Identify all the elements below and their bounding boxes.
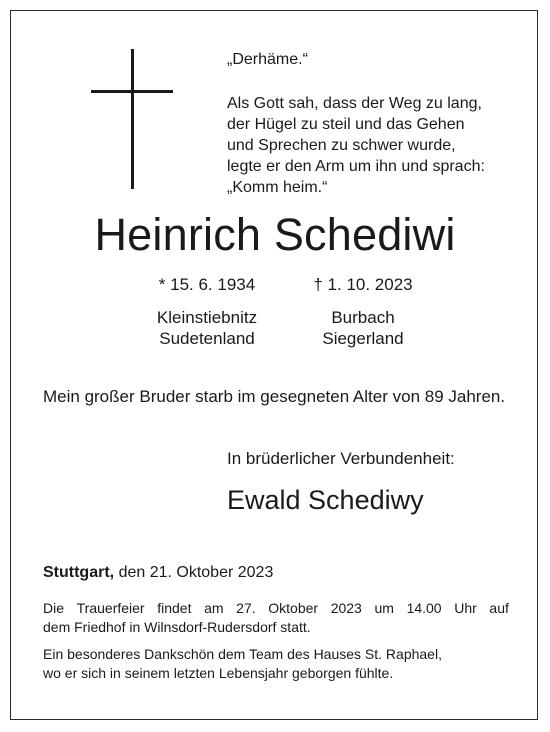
word: 2023: [330, 600, 362, 616]
death-message: Mein großer Bruder starb im gesegneten Alter von 89 Jahren.: [43, 387, 506, 406]
word: 27.: [236, 600, 256, 616]
word: 14.00: [406, 600, 442, 616]
birth-place-line: Sudetenland: [159, 329, 255, 348]
signer-name: Ewald Schediwy: [227, 485, 424, 515]
word: findet: [157, 600, 192, 616]
verse-line: und Sprechen zu schwer wurde,: [227, 137, 456, 154]
dateline-city: Stuttgart,: [43, 564, 115, 581]
word: Die: [43, 600, 65, 616]
death-date: † 1. 10. 2023: [313, 275, 413, 294]
thanks-text: [43, 645, 509, 683]
quote-title: „Derhäme.“: [227, 51, 308, 68]
word: Oktober: [268, 600, 319, 616]
thanks-line: Ein besonderes Dankschön dem Team des Hauses St. Raphael,: [43, 646, 442, 662]
cross-icon: [91, 49, 173, 189]
birth-place: [117, 307, 297, 349]
verse-line: „Komm heim.“: [227, 179, 328, 196]
deceased-name: Heinrich Schediwi: [94, 209, 456, 260]
dateline: [43, 564, 273, 582]
word: Uhr: [454, 600, 477, 616]
word: am: [204, 600, 224, 616]
death-place: [273, 307, 453, 349]
dateline-date: den 21. Oktober 2023: [118, 564, 274, 581]
verse-line: Als Gott sah, dass der Weg zu lang,: [227, 95, 482, 112]
funeral-info-line2: dem Friedhof in Wilnsdorf-Rudersdorf statt.: [43, 619, 311, 635]
funeral-info: [43, 599, 509, 637]
verse-line: der Hügel zu steil und das Gehen: [227, 116, 465, 133]
farewell-line: In brüderlicher Verbundenheit:: [227, 449, 455, 468]
death-place-line: Burbach: [331, 308, 395, 327]
quote-verse: [227, 93, 485, 198]
thanks-line: wo er sich in seinem letzten Lebensjahr geborgen fühlte.: [43, 665, 394, 681]
birth-date: * 15. 6. 1934: [158, 275, 256, 294]
obituary-notice: [10, 10, 538, 720]
word: um: [374, 600, 394, 616]
death-place-line: Siegerland: [322, 329, 404, 348]
word: auf: [489, 600, 509, 616]
word: Trauerfeier: [76, 600, 145, 616]
funeral-info-line1: [43, 599, 509, 618]
birth-place-line: Kleinstiebnitz: [156, 308, 258, 327]
verse-line: legte er den Arm um ihn und sprach:: [227, 158, 485, 175]
